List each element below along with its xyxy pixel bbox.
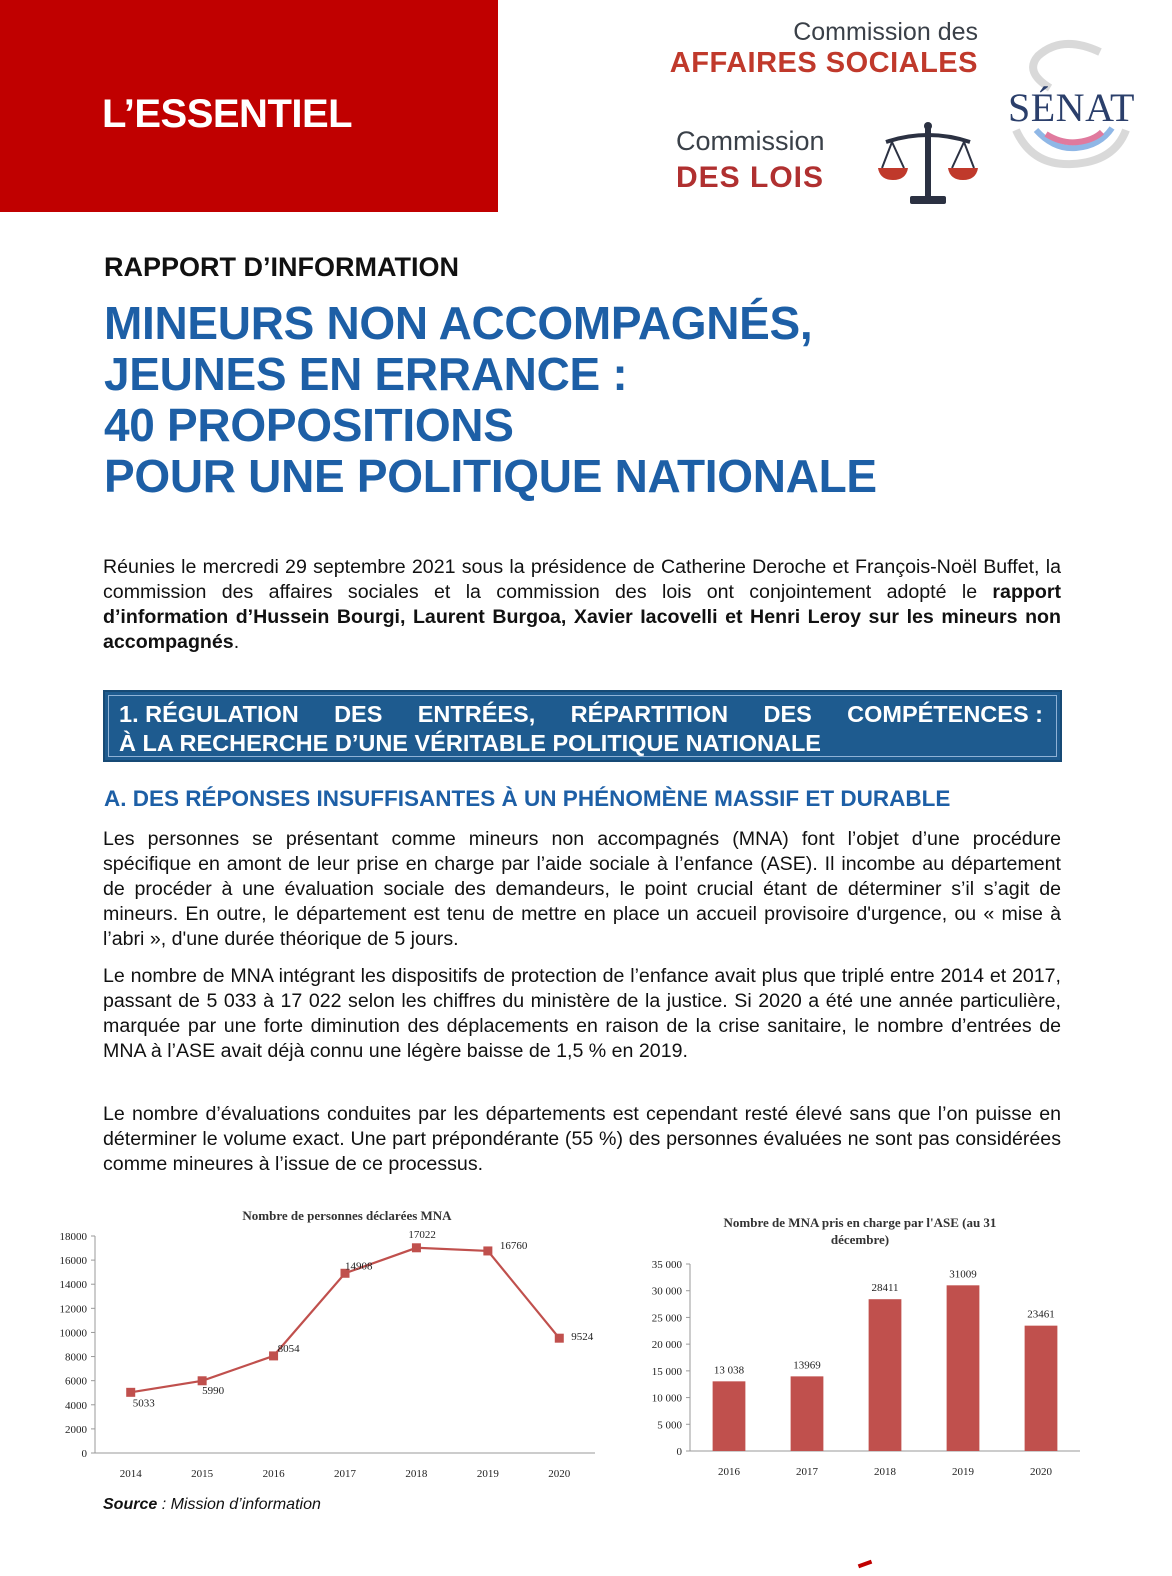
chart-title-line: Nombre de MNA pris en charge par l'ASE (au 31 [723,1215,997,1230]
section-heading-word: 1. RÉGULATION [119,701,299,727]
x-tick-label: 2016 [262,1468,285,1480]
section-heading-word: DES [334,701,383,727]
bar-chart-mna-ase [620,1208,1090,1488]
x-tick-label: 2015 [191,1468,214,1480]
y-tick-label: 0 [676,1446,682,1458]
bar [713,1381,746,1451]
source-label: Source [103,1496,158,1513]
data-label: 16760 [499,1239,528,1252]
section-heading-word: COMPÉTENCES : [847,701,1043,727]
data-label: 5033 [132,1397,155,1410]
body-paragraph-2: Le nombre de MNA intégrant les dispositifs de protection de l’enfance avait plus que triplé entre 2014 et 2017, passant de 5 033 à 17 022 selon les chiffres du ministère de la justice. Si 2020 a été une année particulière, marquée par une forte diminution des déplacements en raison de la crise sanitaire, le nombre d’entrées de MNA à l’ASE avait déjà connu une légère baisse de 1,5 % en 2019. [103,965,1061,1062]
report-type-label: RAPPORT D’INFORMATION [104,252,459,282]
x-tick-label: 2019 [952,1466,974,1478]
title-line: MINEURS NON ACCOMPAGNÉS, [104,297,813,349]
x-tick-label: 2014 [119,1468,142,1480]
data-label: 23461 [1027,1308,1055,1321]
data-label: 28411 [871,1282,899,1295]
chart-title: Nombre de personnes déclarées MNA [242,1208,452,1223]
y-tick-label: 25 000 [651,1312,682,1325]
section-heading-line1 [119,700,1043,729]
section-heading-word: DES [763,701,812,727]
y-tick-label: 20 000 [651,1339,682,1352]
commission-affaires-sociales-logo [670,18,978,80]
title-line: 40 PROPOSITIONS [104,399,514,451]
section-heading-banner [103,690,1062,762]
source-note [103,1496,321,1514]
essentiel-label: L’ESSENTIEL [102,92,353,136]
decorative-mark [858,1560,873,1569]
y-tick-label: 30 000 [651,1285,682,1298]
section-heading [119,700,1043,758]
y-tick-label: 18000 [59,1231,87,1243]
bar-chart-svg [620,1208,1090,1488]
section-heading-word: ENTRÉES, [417,701,536,727]
y-tick-label: 8000 [65,1351,87,1364]
data-label: 5990 [202,1384,225,1397]
data-label: 14908 [345,1260,373,1273]
data-label: 8054 [277,1342,300,1355]
data-label: 13969 [793,1359,821,1372]
data-point-marker [126,1388,135,1397]
bar [869,1299,902,1451]
intro-text: Réunies le mercredi 29 septembre 2021 sous la présidence de Catherine Deroche et François-Noël Buffet, la commission des affaires sociales et la commission des lois ont conjointement adopté le [103,556,1061,603]
y-tick-label: 15 000 [651,1365,682,1378]
data-label: 13 038 [713,1364,745,1377]
logo-affaires-line1: Commission des [793,18,978,46]
y-tick-label: 10000 [59,1327,87,1340]
y-tick-label: 6000 [65,1375,87,1388]
x-tick-label: 2017 [796,1466,818,1478]
data-point-marker [483,1246,492,1255]
bar [1025,1326,1058,1451]
title-line: POUR UNE POLITIQUE NATIONALE [104,450,877,502]
intro-paragraph [103,555,1061,655]
y-tick-label: 0 [81,1448,87,1460]
logo-lois-line2: DES LOIS [676,161,825,194]
senat-logo [1002,38,1138,172]
x-tick-label: 2019 [476,1468,499,1480]
scales-of-justice-icon [876,120,980,208]
y-tick-label: 5 000 [657,1419,682,1432]
subsection-heading: A. DES RÉPONSES INSUFFISANTES À UN PHÉNOMÈNE MASSIF ET DURABLE [104,786,951,811]
commission-lois-logo [676,126,825,195]
x-tick-label: 2020 [1030,1466,1052,1478]
body-paragraph-1: Les personnes se présentant comme mineurs non accompagnés (MNA) font l’objet d’une procédure spécifique en amont de leur prise en charge par l’aide sociale à l’enfance (ASE). Il incombe au département de procéder à une évaluation sociale des demandeurs, le point crucial étant de déterminer s’il s’agit de mineurs. En outre, le département est tenu de mettre en place un accueil provisoire d'urgence, ou « mise à l’abri », d'une durée théorique de 5 jours. [103,828,1061,950]
intro-bold-text: rapport d’information d’Hussein Bourgi, Laurent Burgoa, Xavier Iacovelli et Henri Leroy sur les mineurs non accompagnés [103,581,1061,653]
section-heading-line2: À LA RECHERCHE D’UNE VÉRITABLE POLITIQUE NATIONALE [119,730,821,756]
chart-title [680,1214,1040,1248]
source-text: : Mission d’information [157,1496,321,1513]
section-heading-word: RÉPARTITION [570,701,729,727]
chart-title-line: décembre) [830,1232,890,1247]
x-tick-label: 2018 [874,1466,896,1478]
y-tick-label: 10 000 [651,1392,682,1405]
y-tick-label: 4000 [65,1399,87,1412]
x-tick-label: 2017 [334,1468,356,1480]
x-tick-label: 2020 [548,1468,571,1480]
data-label: 17022 [408,1228,436,1241]
body-paragraph-3: Le nombre d’évaluations conduites par les départements est cependant resté élevé sans que l’on puisse en déterminer le volume exact. Une part prépondérante (55 %) des personnes évaluées ne sont pas considérées comme mineures à l’issue de ce processus. [103,1103,1061,1175]
data-label: 31009 [949,1268,977,1281]
y-tick-label: 14000 [59,1279,87,1292]
data-point-marker [412,1243,421,1252]
x-tick-label: 2016 [718,1466,740,1478]
y-tick-label: 2000 [65,1423,87,1436]
senat-wordmark: SÉNAT [1008,85,1135,130]
data-label: 9524 [571,1331,594,1344]
x-tick-label: 2018 [405,1468,428,1480]
y-tick-label: 35 000 [651,1259,682,1271]
page-title [104,298,877,502]
intro-end: . [233,631,240,653]
bar [947,1285,980,1451]
header-banner [0,0,498,212]
logo-lois-line1: Commission [676,126,825,156]
line-chart-svg [20,1198,610,1488]
data-point-marker [555,1334,564,1343]
line-chart-declared-mna [20,1198,610,1488]
y-tick-label: 12000 [59,1303,87,1316]
y-tick-label: 16000 [59,1255,87,1268]
bar [791,1376,824,1451]
title-line: JEUNES EN ERRANCE : [104,348,628,400]
logo-affaires-line2: AFFAIRES SOCIALES [669,47,978,79]
